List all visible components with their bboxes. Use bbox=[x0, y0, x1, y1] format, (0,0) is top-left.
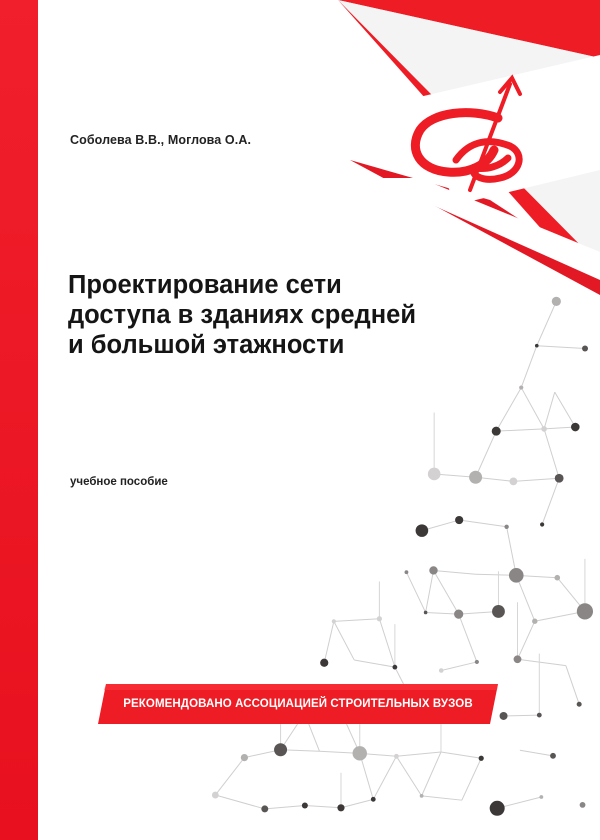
network-dot bbox=[212, 792, 219, 799]
network-line bbox=[406, 572, 425, 612]
network-dot bbox=[337, 804, 344, 811]
network-dot bbox=[535, 344, 539, 348]
network-line bbox=[462, 758, 481, 800]
network-line bbox=[516, 575, 535, 621]
network-line bbox=[433, 570, 475, 574]
network-line bbox=[537, 346, 585, 349]
network-dot bbox=[500, 712, 508, 720]
network-dots bbox=[212, 297, 593, 816]
network-line bbox=[542, 478, 559, 524]
network-dot bbox=[429, 566, 437, 574]
banner-text: РЕКОМЕНДОВАНО АССОЦИАЦИЕЙ СТРОИТЕЛЬНЫХ ВУЗОВ bbox=[123, 698, 473, 710]
network-dot bbox=[492, 427, 501, 436]
title-line: доступа в зданиях средней bbox=[68, 301, 416, 329]
network-dot bbox=[490, 801, 505, 816]
network-line bbox=[544, 427, 575, 429]
network-dot bbox=[392, 665, 397, 670]
network-line bbox=[396, 752, 441, 756]
network-dot bbox=[580, 802, 586, 808]
network-line bbox=[513, 478, 559, 481]
network-dot bbox=[353, 746, 367, 760]
network-dot bbox=[514, 655, 522, 663]
book-title bbox=[68, 270, 508, 360]
network-dot bbox=[577, 603, 593, 619]
network-dot bbox=[424, 611, 428, 615]
network-line bbox=[373, 756, 396, 799]
network-dot bbox=[428, 468, 441, 481]
network-dot bbox=[539, 795, 543, 799]
network-dot bbox=[274, 743, 287, 756]
network-dot bbox=[241, 754, 248, 761]
network-line bbox=[305, 806, 341, 808]
network-dot bbox=[394, 754, 399, 759]
network-line bbox=[517, 659, 565, 665]
network-dot bbox=[509, 568, 524, 583]
network-dot bbox=[479, 756, 484, 761]
network-dot bbox=[550, 753, 556, 759]
network-line bbox=[544, 429, 559, 478]
network-line bbox=[354, 660, 395, 667]
network-line bbox=[555, 392, 576, 427]
title-line: и большой этажности bbox=[68, 331, 345, 359]
network-line bbox=[459, 614, 477, 662]
network-dot bbox=[320, 659, 328, 667]
network-line bbox=[396, 756, 421, 796]
book-subtitle: учебное пособие bbox=[70, 476, 168, 488]
network-dot bbox=[532, 618, 537, 623]
title-line: Проектирование сети bbox=[68, 271, 342, 299]
network-dot bbox=[332, 619, 336, 623]
network-dot bbox=[475, 660, 479, 664]
network-line bbox=[507, 527, 517, 576]
network-line bbox=[422, 752, 441, 796]
network-dot bbox=[537, 713, 542, 718]
network-line bbox=[265, 806, 305, 809]
network-line bbox=[426, 570, 434, 612]
network-line bbox=[476, 431, 497, 477]
network-dot bbox=[492, 605, 505, 618]
network-line bbox=[422, 796, 462, 800]
network-dot bbox=[469, 471, 482, 484]
network-dot bbox=[541, 426, 547, 432]
network-line bbox=[521, 388, 544, 429]
network-dot bbox=[420, 794, 424, 798]
authors: Соболева В.В., Моглова О.А. bbox=[70, 133, 252, 147]
network-line bbox=[341, 799, 373, 807]
network-line bbox=[566, 666, 579, 705]
network-dot bbox=[454, 610, 463, 619]
network-dot bbox=[571, 423, 580, 432]
network-dot bbox=[582, 346, 588, 352]
network-line bbox=[537, 301, 557, 345]
network-line bbox=[441, 662, 477, 671]
network-dot bbox=[439, 668, 444, 673]
network-line bbox=[520, 750, 553, 756]
network-line bbox=[433, 570, 458, 614]
network-line bbox=[496, 429, 544, 431]
network-dot bbox=[261, 805, 268, 812]
network-dot bbox=[510, 478, 518, 486]
network-dot bbox=[555, 474, 564, 483]
network-line bbox=[215, 795, 264, 809]
network-line bbox=[544, 392, 555, 429]
network-dot bbox=[377, 616, 382, 621]
network-dot bbox=[519, 385, 523, 389]
network-line bbox=[426, 612, 459, 614]
network-dot bbox=[455, 516, 463, 524]
network-dot bbox=[577, 702, 582, 707]
network-line bbox=[521, 346, 537, 388]
network-line bbox=[215, 758, 244, 795]
network-dot bbox=[371, 797, 376, 802]
network-line bbox=[441, 752, 481, 758]
network-line bbox=[334, 621, 354, 660]
network-line bbox=[459, 520, 506, 527]
network-dot bbox=[540, 522, 544, 526]
network-line bbox=[334, 619, 380, 622]
recommendation-banner bbox=[98, 684, 498, 724]
network-dot bbox=[552, 297, 561, 306]
network-dot bbox=[405, 570, 409, 574]
network-dot bbox=[302, 803, 308, 809]
network-dot bbox=[416, 524, 429, 537]
network-line bbox=[517, 621, 534, 659]
network-lines bbox=[215, 301, 585, 809]
network-line bbox=[324, 621, 334, 662]
network-line bbox=[504, 715, 540, 716]
network-line bbox=[379, 619, 394, 667]
network-line bbox=[496, 388, 521, 432]
network-dot bbox=[554, 575, 560, 581]
network-dot bbox=[504, 525, 508, 529]
